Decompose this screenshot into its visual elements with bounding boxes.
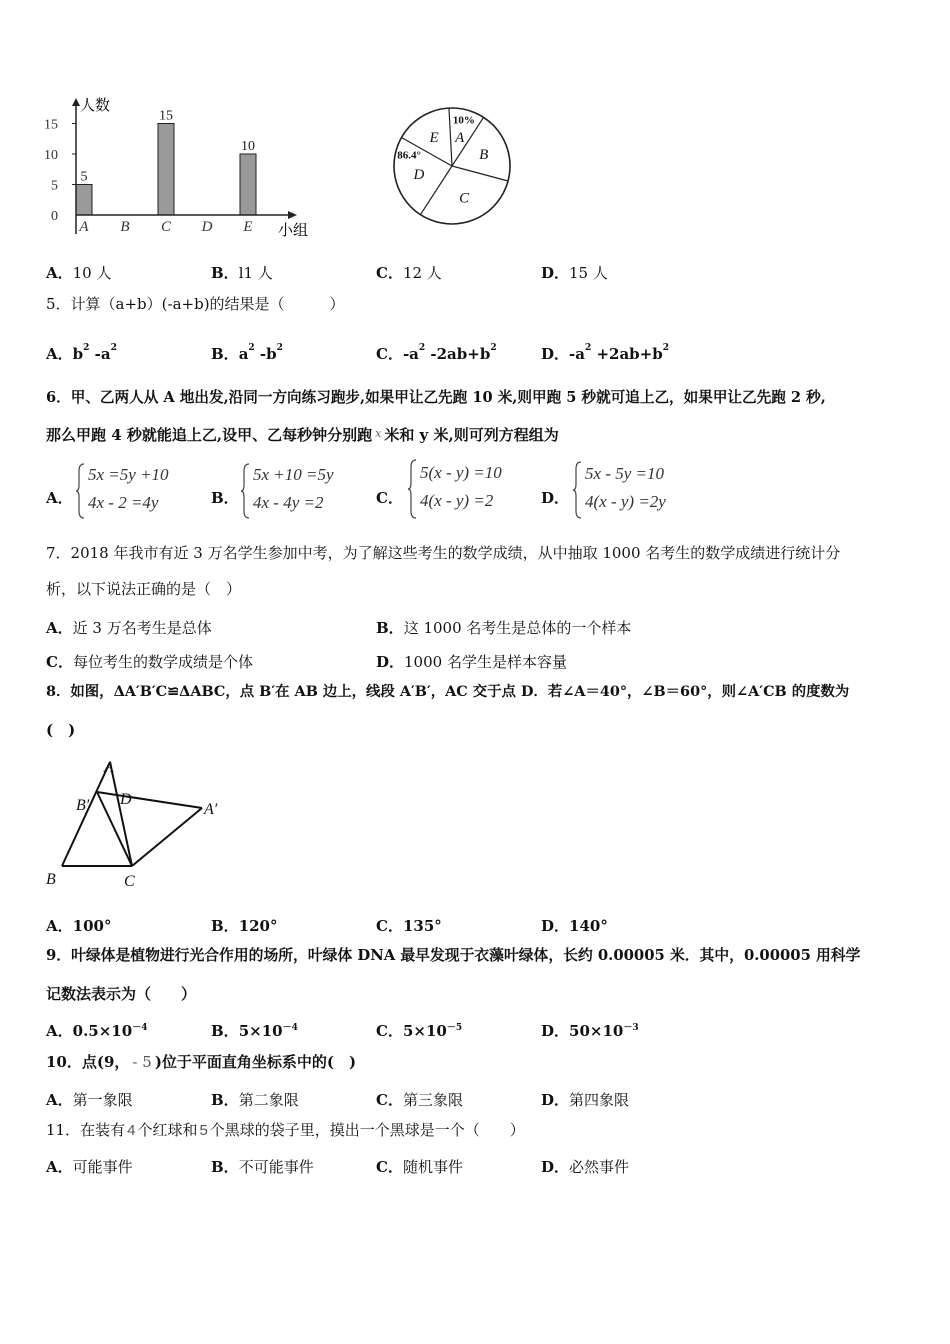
q7-option-d[interactable]: D．1000 名学生是样本容量 — [376, 653, 567, 671]
label-B: B — [46, 871, 56, 888]
pie-annotation-A: 10% — [452, 114, 475, 127]
q10-option-a[interactable]: A．第一象限 — [46, 1091, 133, 1109]
q11-stem: 11．在装有 4 个红球和 5 个黑球的袋子里，摸出一个黑球是一个（ ） — [46, 1121, 525, 1139]
brace-icon — [241, 463, 251, 519]
q9-option-c[interactable]: C．$5\times 10^{-5}$ — [376, 1022, 463, 1040]
q6-stem-line1: 6．甲、乙两人从 A 地出发,沿同一方向练习跑步,如果甲让乙先跑 10 米,则甲跑 5 秒就可追上乙，如果甲让乙先跑 2 秒, — [46, 389, 826, 406]
q4-option-a[interactable]: A．10 人 — [46, 264, 112, 282]
label-Ap: A′ — [204, 801, 218, 818]
x-tick-label: C — [160, 219, 172, 235]
x-axis-arrow — [288, 211, 297, 219]
bar-data-label: 10 — [241, 139, 255, 154]
q8-geometry-figure — [40, 752, 240, 896]
pie-label-A: A — [455, 130, 465, 147]
q9-stem-line2: 记数法表示为（ ） — [46, 985, 197, 1003]
bar-data-label: 5 — [80, 169, 88, 185]
q7-option-b[interactable]: B．这 1000 名考生是总体的一个样本 — [376, 619, 632, 637]
q4-option-b[interactable]: B．l1 人 — [211, 264, 273, 282]
label-A: A — [104, 759, 114, 776]
label-D: D — [120, 791, 132, 808]
x-tick-label: E — [243, 219, 253, 235]
q5-option-a[interactable]: A．$b^2$ $-a^2$ — [46, 343, 117, 363]
pie-chart — [390, 104, 520, 228]
q8-option-b[interactable]: B．120° — [211, 917, 278, 935]
q11-option-a[interactable]: A．可能事件 — [46, 1158, 133, 1176]
bar-E — [240, 154, 256, 215]
label-Bp: B′ — [76, 797, 90, 814]
q4-option-c[interactable]: C．12 人 — [376, 264, 442, 282]
q10-option-c[interactable]: C．第三象限 — [376, 1091, 463, 1109]
q5-option-d[interactable]: D．$-a^2 +2ab+b^2$ — [541, 343, 669, 363]
q9-stem-line1: 9．叶绿体是植物进行光合作用的场所，叶绿体 DNA 最早发现于衣藻叶绿体，长约 0.00005 米．其中，0.00005 用科学 — [46, 947, 861, 964]
x-tick-label: A — [79, 219, 89, 235]
y-tick-label: 15 — [44, 117, 58, 133]
q5-stem: 5．计算（a+b）(-a+b)的结果是（ ） — [46, 295, 345, 313]
bar-chart — [40, 92, 330, 252]
q8-stem-line2: ( ) — [46, 721, 76, 739]
bar-data-label: 15 — [159, 108, 173, 124]
y-tick-label: 5 — [51, 178, 58, 194]
label-C: C — [124, 873, 135, 890]
q7-option-a[interactable]: A．近 3 万名考生是总体 — [46, 619, 212, 637]
q7-stem-line2: 析，以下说法正确的是（ ） — [46, 580, 242, 598]
q5-option-c[interactable]: C．$-a^2$ $-2ab+b^2$ — [376, 343, 497, 363]
y-tick-label: 0 — [51, 209, 58, 224]
q11-option-d[interactable]: D．必然事件 — [541, 1158, 630, 1176]
q9-option-a[interactable]: A．$0.5\times 10^{-4}$ — [46, 1022, 148, 1040]
q10-option-b[interactable]: B．第二象限 — [211, 1091, 299, 1109]
q5-option-b[interactable]: B．$a^2$ $-b^2$ — [211, 343, 283, 363]
x-tick-label: D — [201, 219, 213, 235]
pie-label-B: B — [479, 146, 489, 163]
x-axis-label: 小组 — [278, 223, 309, 239]
q4-option-d[interactable]: D．15 人 — [541, 264, 608, 282]
y-axis-arrow — [72, 98, 80, 106]
q8-option-d[interactable]: D．140° — [541, 917, 608, 935]
bar-A — [76, 185, 92, 216]
q11-option-c[interactable]: C．随机事件 — [376, 1158, 463, 1176]
q8-stem-line1: 8．如图，ΔA′B′C≌ΔABC，点 B′在 AB 边上，线段 A′B′，AC 交于点 D．若∠A＝40°，∠B＝60°，则∠A′CB 的度数为 — [46, 683, 850, 700]
q9-option-b[interactable]: B．$5\times 10^{-4}$ — [211, 1022, 298, 1040]
brace-icon — [76, 463, 86, 519]
pie-label-D: D — [413, 167, 425, 184]
pie-annotation-D: 86.4° — [397, 149, 421, 162]
q10-option-d[interactable]: D．第四象限 — [541, 1091, 630, 1109]
q7-option-c[interactable]: C．每位考生的数学成绩是个体 — [46, 653, 253, 671]
pie-label-E: E — [429, 130, 439, 147]
q11-option-b[interactable]: B．不可能事件 — [211, 1158, 314, 1176]
q9-option-d[interactable]: D．$50\times 10^{-3}$ — [541, 1022, 639, 1040]
pie-label-C: C — [459, 190, 470, 207]
brace-icon — [408, 459, 418, 519]
q10-stem: 10．点(9， - 5 )位于平面直角坐标系中的( ) — [46, 1053, 357, 1071]
brace-icon — [573, 461, 583, 519]
y-axis-label: 人数 — [80, 98, 111, 114]
q8-option-c[interactable]: C．135° — [376, 917, 442, 935]
q8-option-a[interactable]: A．100° — [46, 917, 112, 935]
q6-stem-line2: 那么甲跑 4 秒就能追上乙,设甲、乙每秒钟分别跑 $^x$ 米和 y 米,则可列方程组为 — [46, 426, 559, 444]
bar-C — [158, 124, 174, 216]
q7-stem-line1: 7．2018 年我市有近 3 万名学生参加中考，为了解这些考生的数学成绩，从中抽取 1000 名考生的数学成绩进行统计分 — [46, 544, 841, 562]
y-tick-label: 10 — [44, 148, 58, 163]
x-tick-label: B — [120, 219, 130, 235]
